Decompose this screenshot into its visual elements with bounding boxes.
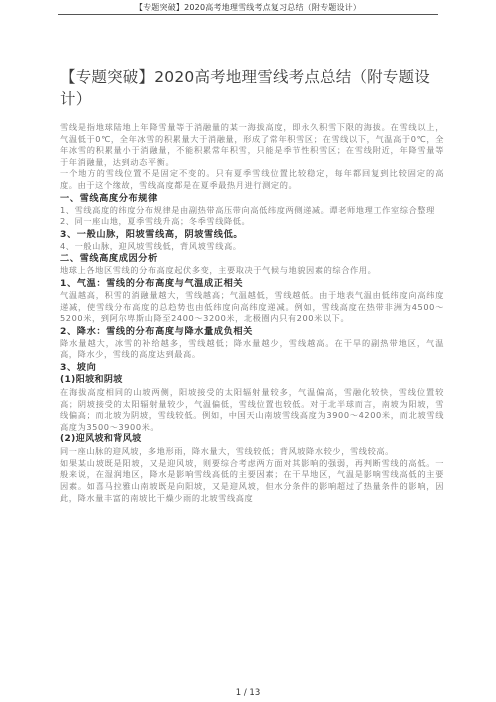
paragraph: 同一座山脉的迎风坡，多地形雨，降水量大，雪线较低；背风坡降水较少，雪线较高。: [60, 446, 394, 457]
page-number: 1 / 13: [235, 688, 261, 698]
paragraph: 气温越高，积雪的消融量越大，雪线越高；气温越低，雪线越低。由于地表气温由低纬度向高纬度递减，使雪线分布高度的总趋势也由低纬度向高纬度递减。例如，雪线高度在热带非洲为4500～5200米，到阿尔卑斯山降至2400～3200米，北极圈内只有200米以下。: [60, 289, 444, 324]
paragraph: 降水量越大，冰雪的补给越多，雪线越低；降水量越少，雪线越高。在干旱的副热带地区，气温高，降水少，雪线的高度达到最高。: [60, 337, 444, 360]
section-heading: 3、一般山脉，阳坡雪线高，阴坡雪线低。: [60, 228, 244, 240]
paragraph: 在海拔高度相同的山坡两侧，阳坡接受的太阳辐射量较多，气温偏高，雪融化较快，雪线位置较高；阴坡接受的太阳辐射量较少，气温偏低，雪线位置也较低。对于北半球而言，南坡为阳坡，雪线偏高；而北坡为阴坡，雪线较低。例如，中国天山南坡雪线高度为3900～4200米，而北坡雪线高度为3500～3900米。: [60, 386, 444, 432]
subsection-heading: (2)迎风坡和背风坡: [60, 434, 142, 445]
paragraph: 雪线是指地球陆地上年降雪量等于消融量的某一海拔高度，即永久积雪下限的海拔。在雪线以上，气温低于0℃，全年冰雪的积累量大于消融量，形成了常年积雪区；在雪线以下，气温高于0℃，全年冰雪的积累量小于消融量，不能积累常年积雪，只能是季节性积雪区；在雪线附近，年降雪量等于年消融量，达到动态平衡。: [60, 122, 444, 167]
section-heading: 一、雪线高度分布规律: [60, 192, 158, 204]
paragraph: 2、同一座山地，夏季雪线升高；冬季雪线降低。: [60, 216, 251, 227]
section-heading: 二、雪线高度成因分析: [60, 253, 158, 265]
header-rule: [58, 14, 438, 15]
paragraph: 如果某山坡既是阳坡，又是迎风坡，则要综合考虑两方面对其影响的强弱，再判断雪线的高低。一般来说，在湿润地区，降水是影响雪线高低的主要因素；在干旱地区，气温是影响雪线高低的主要因素。如喜马拉雅山南坡既是向阳坡，又是迎风坡，但水分条件的影响超过了热量条件的影响，因此，降水量丰富的南坡比干燥少雨的北坡雪线高度: [60, 457, 444, 503]
page-header: 【专题突破】2020高考地理雪线考点复习总结（附专题设计）: [134, 3, 362, 12]
document-title: 【专题突破】2020高考地理雪线考点总结（附专题设计）: [60, 68, 430, 108]
subsection-heading: (1)阳坡和阴坡: [60, 374, 123, 385]
paragraph: 4、一般山脉，迎风坡雪线低，背风坡雪线高。: [60, 240, 242, 251]
paragraph: 一个地方的雪线位置不是固定不变的。只有夏季雪线位置比较稳定，每年都回复到比较固定的高度。由于这个缘故，雪线高度都是在夏季最热月进行测定的。: [60, 168, 444, 190]
section-heading: 3、坡向: [60, 361, 97, 373]
paragraph: 地球上各地区雪线的分布高度起伏多变，主要取决于气候与地貌因素的综合作用。: [60, 265, 377, 276]
document-body: [60, 122, 444, 504]
section-heading: 1、气温：雪线的分布高度与气温成正相关: [60, 277, 244, 289]
paragraph: 1、雪线高度的纬度分布规律是由副热带高压带向高低纬度两侧递减。谭老师地理工作室综合整理: [60, 204, 435, 215]
section-heading: 2、降水：雪线的分布高度与降水量成负相关: [60, 325, 253, 337]
